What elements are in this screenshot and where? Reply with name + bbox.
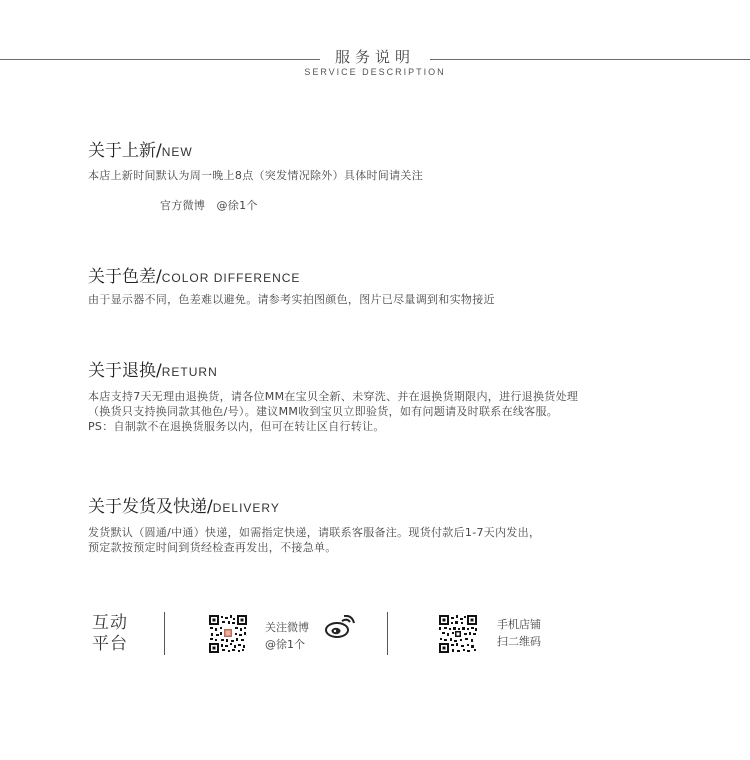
text-line: 由于显示器不同，色差难以避免。请参考实拍图颜色，图片已尽量调到和实物接近 <box>88 293 495 306</box>
text-line: 预定款按预定时间到货经检查再发出，不接急单。 <box>88 541 337 554</box>
page-subtitle: SERVICE DESCRIPTION <box>304 67 446 77</box>
footer-label-line1: 互动 <box>92 613 128 633</box>
text-line: 发货默认（圆通/中通）快递，如需指定快递，请联系客服备注。现货付款后1-7天内发出， <box>88 526 541 539</box>
section-delivery-title-cn: 关于发货及快递/ <box>88 497 213 517</box>
text-line: （换货只支持换同款其他色/号）。建议MM收到宝贝立即验货，如有问题请及时联系在线客服。 <box>88 405 559 418</box>
shop-qr-code[interactable] <box>439 615 477 653</box>
weibo-follow-line1: 关注微博 <box>265 621 309 634</box>
section-new-title-cn: 关于上新/ <box>88 141 162 161</box>
text-line: PS：自制款不在退换货服务以内，但可在转让区自行转让。 <box>88 420 385 433</box>
text-line: 本店支持7天无理由退换货，请各位MM在宝贝全新、未穿洗、并在退换货期限内，进行退换货处理 <box>88 390 579 403</box>
weibo-follow-text <box>265 619 309 653</box>
footer-divider-2 <box>387 612 388 655</box>
section-color-title <box>88 262 300 287</box>
section-new-title-en: NEW <box>161 145 193 159</box>
section-return-title-en: RETURN <box>161 365 218 379</box>
section-delivery-title <box>88 492 280 517</box>
shop-scan-text <box>497 616 541 650</box>
section-delivery-text <box>88 525 540 555</box>
section-new-weibo[interactable]: 官方微博 @徐1个 <box>160 199 258 212</box>
footer-label-line2: 平台 <box>92 634 128 654</box>
section-new-title <box>88 136 193 161</box>
section-delivery-title-en: DELIVERY <box>212 501 280 515</box>
weibo-follow-line2: @徐1个 <box>265 638 305 651</box>
section-color-text <box>88 292 495 307</box>
weibo-icon[interactable] <box>325 615 355 639</box>
section-new-text <box>88 168 423 183</box>
footer-divider-1 <box>164 612 165 655</box>
weibo-qr-code[interactable] <box>209 615 247 653</box>
shop-scan-line2: 扫二维码 <box>497 635 541 648</box>
section-return-text <box>88 389 578 434</box>
shop-scan-line1: 手机店铺 <box>497 618 541 631</box>
text-line: 本店上新时间默认为周一晚上8点（突发情况除外）具体时间请关注 <box>88 169 423 182</box>
section-return-title <box>88 356 218 381</box>
section-color-title-en: COLOR DIFFERENCE <box>161 271 301 285</box>
footer-label <box>92 613 128 655</box>
section-return-title-cn: 关于退换/ <box>88 361 162 381</box>
section-color-title-cn: 关于色差/ <box>88 267 162 287</box>
page-title: 服务说明 <box>334 48 415 66</box>
